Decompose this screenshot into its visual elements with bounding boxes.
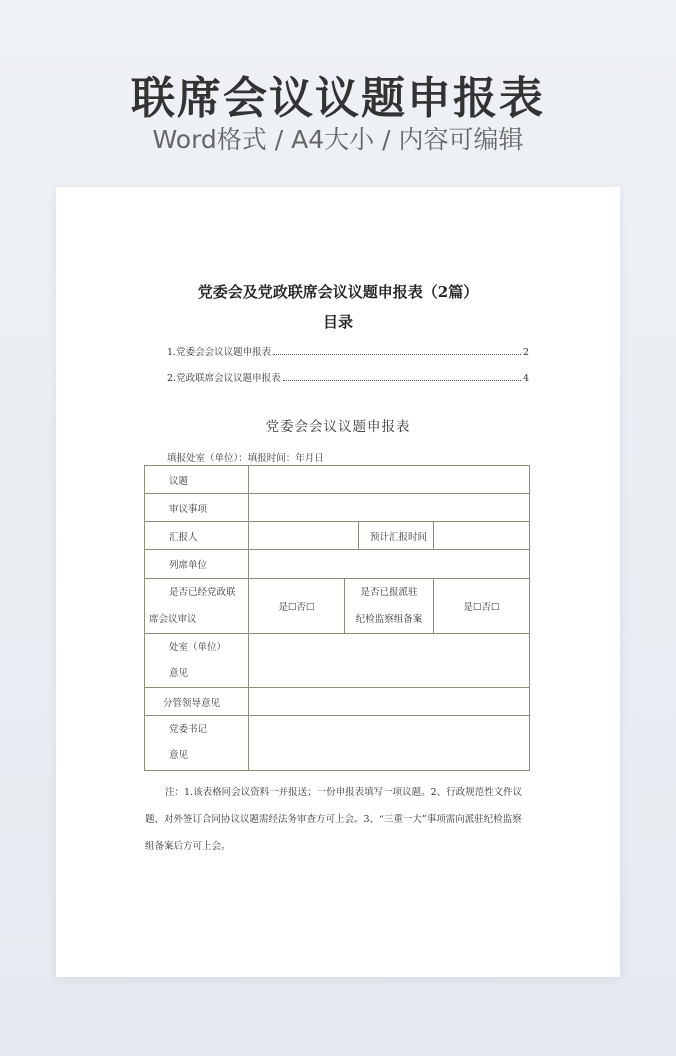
fill-info-line: 填报处室（单位）：填报时间：年月日 [167, 453, 324, 464]
label-secretary-opinion-line1: 党委书记 [169, 724, 208, 735]
label-secretary-opinion [145, 716, 249, 771]
joint-review-yes-no[interactable]: 是☐否☐ [249, 579, 345, 634]
topic-field[interactable] [249, 466, 530, 494]
label-planned-time: 预计汇报时间 [359, 522, 434, 550]
secretary-opinion-field[interactable] [249, 716, 530, 771]
review-items-field[interactable] [249, 494, 530, 522]
form-row-leader-opinion [145, 688, 530, 716]
reporter-field[interactable] [249, 522, 359, 550]
label-leader-opinion: 分管领导意见 [145, 688, 249, 716]
toc-entry-page: 4 [522, 373, 529, 384]
toc-leader-dots [273, 346, 521, 355]
label-dept-opinion-line1: 处室（单位） [169, 641, 227, 653]
label-filed-line1: 是否已报派驻 [360, 587, 418, 598]
leader-opinion-field[interactable] [249, 688, 530, 716]
form-row-attendees [145, 550, 530, 579]
application-form-table [144, 465, 530, 771]
banner-subtitle: Word格式 / A4大小 / 内容可编辑 [152, 125, 524, 154]
label-filed-line2: 纪检监察组备案 [355, 614, 423, 625]
label-dept-opinion-line2: 意见 [169, 667, 189, 679]
form-row-dept-opinion [145, 634, 530, 688]
form-note: 注：1.该表格同会议资料一并报送；一份申报表填写一项议题。2、行政规范性文件议题、对外签订合同协议议题需经法务审查方可上会。3、“三重一大”事项需向派驻纪检监察组备案后方可上会。 [145, 787, 523, 852]
toc-entry[interactable] [167, 344, 529, 358]
label-filed [345, 579, 434, 634]
form-title: 党委会会议议题申报表 [265, 419, 411, 435]
document-title: 党委会及党政联席会议议题申报表（2篇） [197, 283, 479, 301]
attendees-field[interactable] [249, 550, 530, 579]
toc-entry-page: 2 [522, 347, 529, 358]
planned-time-field[interactable] [434, 522, 530, 550]
label-topic: 议题 [145, 466, 249, 494]
label-reporter: 汇报人 [145, 522, 249, 550]
toc-leader-dots [283, 372, 521, 381]
label-secretary-opinion-line2: 意见 [169, 750, 189, 761]
toc-entry-label: 2.党政联席会议议题申报表 [167, 373, 281, 384]
form-row-review-items [145, 494, 530, 522]
toc-entry[interactable] [167, 370, 529, 384]
label-joint-review [145, 579, 249, 634]
label-dept-opinion [145, 634, 249, 688]
label-review-items: 审议事项 [145, 494, 249, 522]
form-row-review-status [145, 579, 530, 634]
form-row-secretary-opinion [145, 716, 530, 771]
form-row-topic [145, 466, 530, 494]
toc-entry-label: 1.党委会会议议题申报表 [167, 347, 272, 358]
label-joint-review-line2: 席会议审议 [149, 614, 197, 625]
label-attendees: 列席单位 [145, 550, 249, 579]
document-page [56, 187, 620, 977]
toc-title: 目录 [322, 313, 353, 331]
label-joint-review-line1: 是否已经党政联 [169, 587, 236, 598]
filed-yes-no[interactable]: 是☐否☐ [434, 579, 530, 634]
form-row-reporter [145, 522, 530, 550]
dept-opinion-field[interactable] [249, 634, 530, 688]
banner-title: 联席会议议题申报表 [131, 73, 545, 124]
